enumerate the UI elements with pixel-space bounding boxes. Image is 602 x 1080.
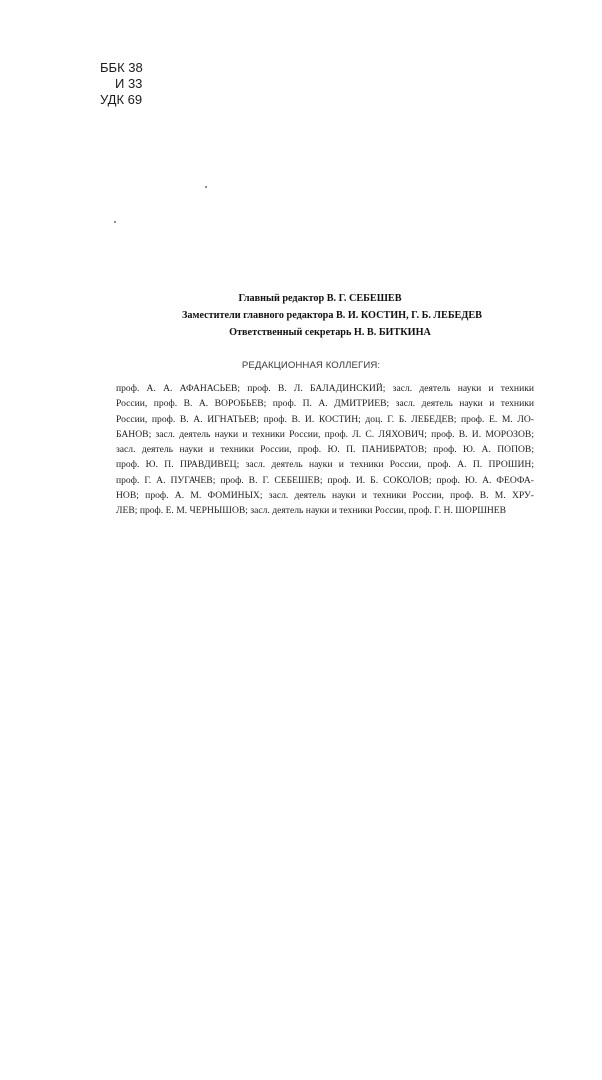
board-member-line: России, проф. В. А. ВОРОБЬЕВ; проф. П. А. ДМИТРИЕВ; засл. деятель науки и техники [116, 398, 534, 410]
editorial-board-members [116, 381, 534, 519]
board-member-line: России, проф. В. А. ИГНАТЬЕВ; проф. В. И. КОСТИН; доц. Г. Б. ЛЕБЕДЕВ; проф. Е. М. ЛО- [116, 413, 534, 425]
scan-speck [114, 221, 116, 223]
board-member-line: проф. А. А. АФАНАСЬЕВ; проф. В. Л. БАЛАДИНСКИЙ; засл. деятель науки и техники [116, 383, 534, 394]
board-member-line: ЛЕВ; проф. Е. М. ЧЕРНЫШОВ; засл. деятель науки и техники России, проф. Г. Н. ШОРШНЕВ [116, 505, 507, 517]
chief-editor-line: Главный редактор В. Г. СЕБЕШЕВ [238, 293, 402, 304]
scan-speck [205, 186, 207, 188]
udk-code: УДК 69 [100, 92, 143, 107]
editorial-staff [0, 290, 602, 341]
executive-secretary-line: Ответственный секретарь Н. В. БИТКИНА [229, 327, 431, 338]
board-member-line: проф. Г. А. ПУГАЧЕВ; проф. В. Г. СЕБЕШЕВ; проф. И. Б. СОКОЛОВ; проф. Ю. А. ФЕОФА- [116, 474, 534, 486]
board-member-line: засл. деятель науки и техники России, проф. Ю. П. ПАНИБРАТОВ; проф. Ю. А. ПОПОВ; [116, 444, 534, 456]
author-index-code: И 33 [115, 76, 143, 91]
board-member-line: НОВ; проф. А. М. ФОМИНЫХ; засл. деятель науки и техники России, проф. В. М. ХРУ- [116, 490, 534, 502]
board-member-line: проф. Ю. П. ПРАВДИВЕЦ; засл. деятель науки и техники России, проф. А. П. ПРОШИН; [116, 459, 534, 471]
deputy-editors-line: Заместители главного редактора В. И. КОСТИН, Г. Б. ЛЕБЕДЕВ [182, 310, 482, 321]
classification-codes [100, 60, 143, 108]
board-member-line: БАНОВ; засл. деятель науки и техники России, проф. Л. С. ЛЯХОВИЧ; проф. В. И. МОРОЗОВ; [116, 428, 534, 440]
editorial-board-heading: РЕДАКЦИОННАЯ КОЛЛЕГИЯ: [241, 360, 381, 371]
bbk-code: ББК 38 [100, 60, 143, 75]
